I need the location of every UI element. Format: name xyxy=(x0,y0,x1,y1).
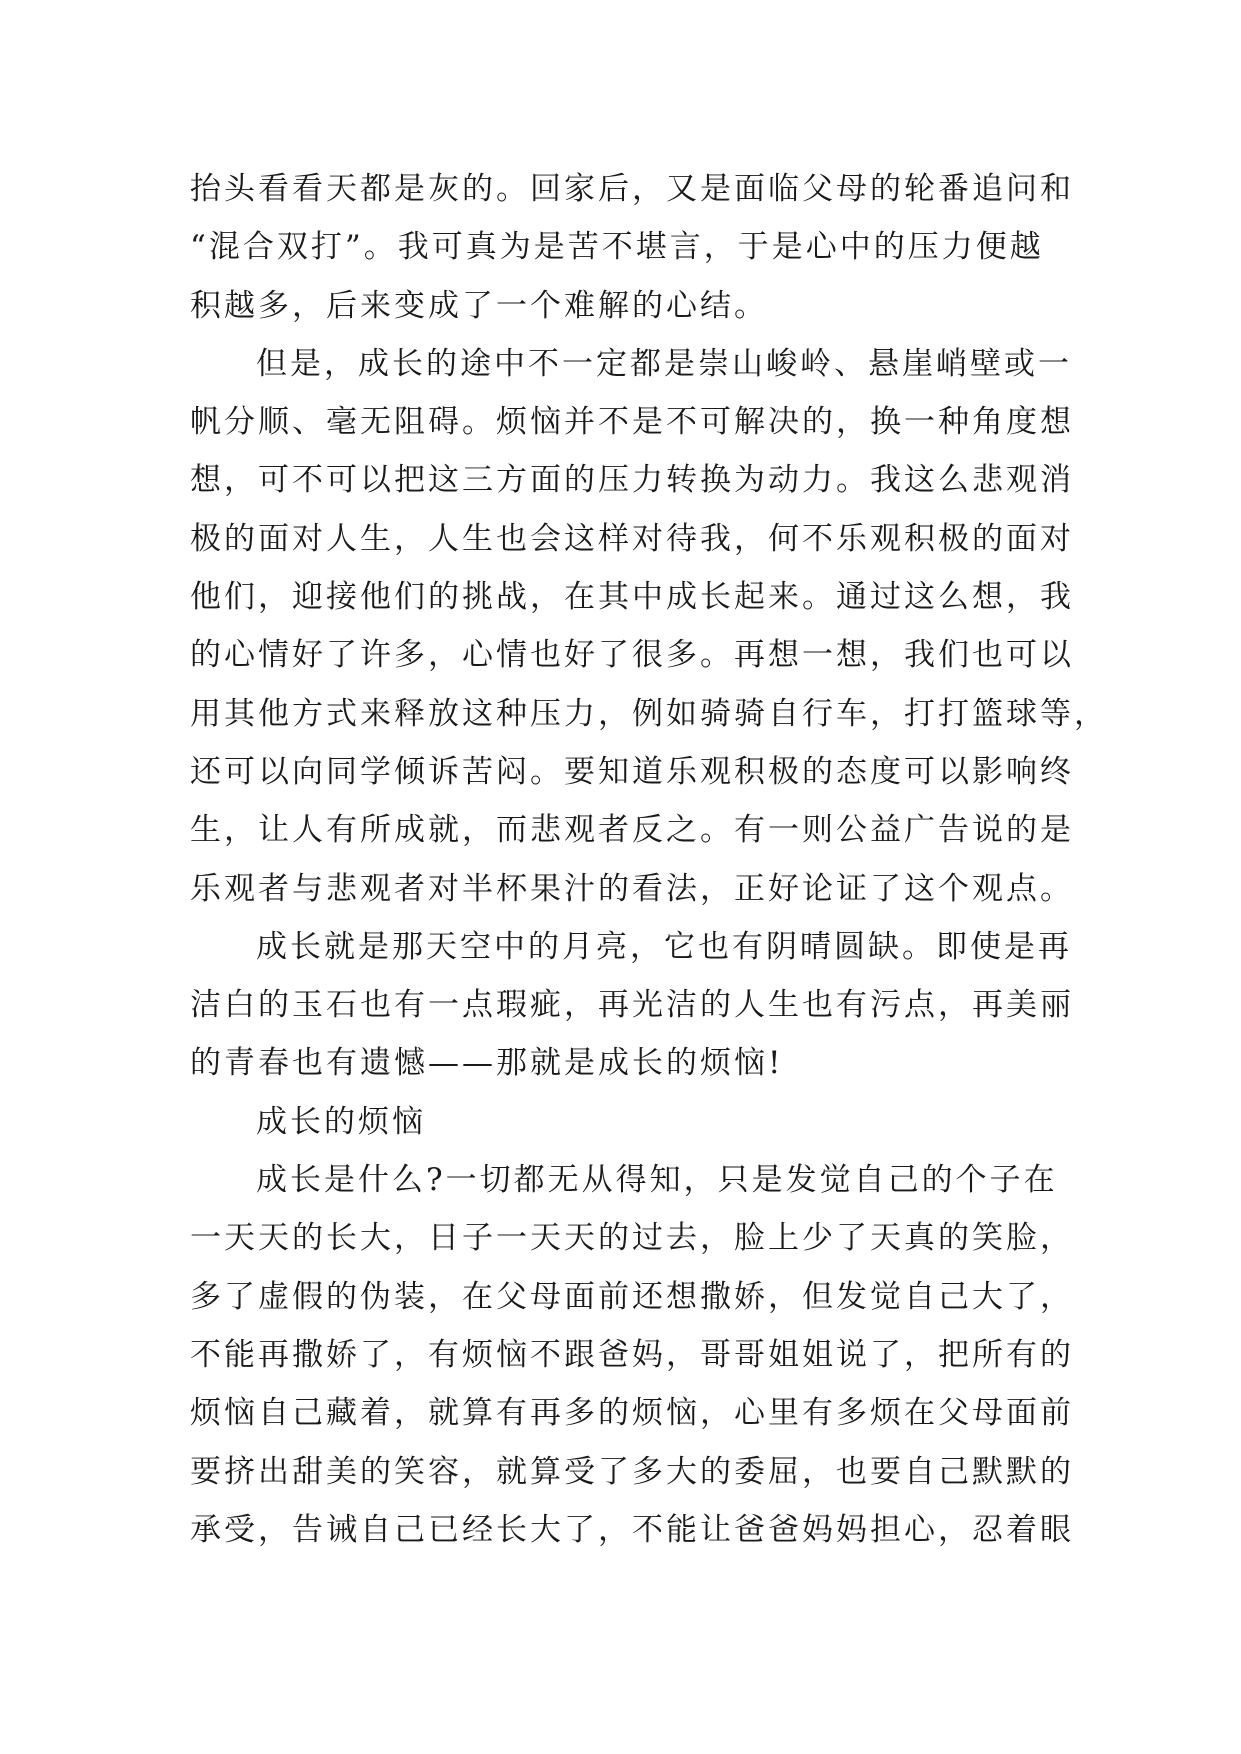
text-line: “混合双打”。我可真为是苦不堪言，于是心中的压力便越 xyxy=(190,229,1044,266)
text-line: 还可以向同学倾诉苦闷。要知道乐观积极的态度可以影响终 xyxy=(190,753,1074,790)
body-text xyxy=(190,160,1108,1559)
text-line: 抬头看看天都是灰的。回家后，又是面临父母的轮番追问和 xyxy=(190,171,1074,207)
text-line: 的青春也有遗憾——那就是成长的烦恼! xyxy=(190,1045,784,1082)
text-line: 想，可不可以把这三方面的压力转换为动力。我这么悲观消 xyxy=(190,462,1074,499)
text-line: 用其他方式来释放这种压力，例如骑骑自行车，打打篮球等， xyxy=(190,695,1108,732)
paragraph-first-line: 但是，成长的途中不一定都是崇山峻岭、悬崖峭壁或一 xyxy=(256,345,1072,382)
text-line: 承受，告诫自己已经长大了，不能让爸爸妈妈担心，忍着眼 xyxy=(190,1511,1074,1548)
text-line: 生，让人有所成就，而悲观者反之。有一则公益广告说的是 xyxy=(190,812,1074,849)
text-line: 不能再撒娇了，有烦恼不跟爸妈，哥哥姐姐说了，把所有的 xyxy=(190,1336,1074,1373)
text-line: 他们，迎接他们的挑战，在其中成长起来。通过这么想，我 xyxy=(190,579,1074,616)
text-line: 烦恼自己藏着，就算有再多的烦恼，心里有多烦在父母面前 xyxy=(190,1395,1074,1432)
text-line: 一天天的长大，日子一天天的过去，脸上少了天真的笑脸， xyxy=(190,1220,1074,1257)
text-line: 多了虚假的伪装，在父母面前还想撒娇，但发觉自己大了， xyxy=(190,1278,1074,1315)
text-line: 洁白的玉石也有一点瑕疵，再光洁的人生也有污点，再美丽 xyxy=(190,987,1074,1024)
paragraph-first-line: 成长就是那天空中的月亮，它也有阴晴圆缺。即使是再 xyxy=(256,928,1072,965)
text-line: 极的面对人生，人生也会这样对待我，何不乐观积极的面对 xyxy=(190,520,1074,557)
text-line: 帆分顺、毫无阻碍。烦恼并不是不可解决的，换一种角度想 xyxy=(190,404,1074,441)
paragraph-first-line: 成长是什么?一切都无从得知，只是发觉自己的个子在 xyxy=(256,1162,1058,1199)
text-line: 要挤出甜美的笑容，就算受了多大的委屈，也要自己默默的 xyxy=(190,1453,1074,1490)
text-line: 积越多，后来变成了一个难解的心结。 xyxy=(190,287,768,324)
text-line: 的心情好了许多，心情也好了很多。再想一想，我们也可以 xyxy=(190,637,1074,674)
paragraph-first-line: 成长的烦恼 xyxy=(256,1103,426,1140)
text-line: 乐观者与悲观者对半杯果汁的看法，正好论证了这个观点。 xyxy=(190,870,1074,907)
